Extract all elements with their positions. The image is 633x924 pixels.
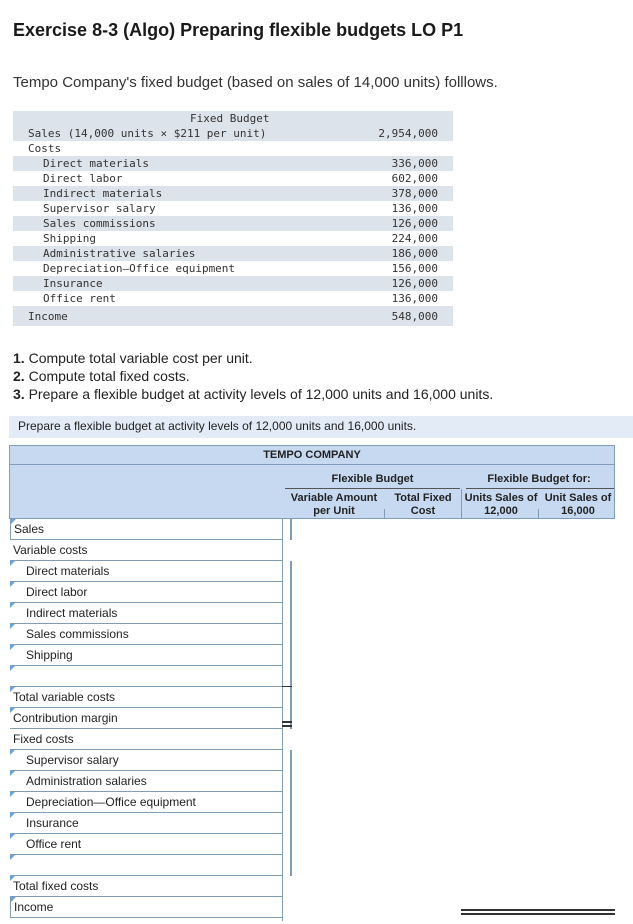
input-marker-icon [10,582,15,587]
input-marker-icon [10,708,15,713]
fixed-label: Direct labor [43,172,123,185]
fixed-value: 548,000 [391,310,438,323]
row-fixed-costs[interactable] [10,729,282,750]
fixed-row [13,276,453,291]
exercise-title: Exercise 8-3 (Algo) Preparing flexible budgets LO P1 [13,20,464,40]
row-label: Income [14,900,54,914]
fixed-label: Income [28,310,68,323]
row-total-fixed-costs[interactable] [10,876,282,897]
fixed-value: 136,000 [351,291,438,307]
row-office-rent[interactable] [10,834,282,855]
total-underline [282,686,292,687]
total-underline [282,721,292,723]
input-edge [290,519,292,540]
fixed-label: Depreciation—Office equipment [43,262,236,275]
fixed-value: 336,000 [391,157,438,170]
input-marker-icon [10,813,15,818]
question-list [13,349,493,403]
row-label: Direct labor [26,585,88,599]
row-label: Fixed costs [13,732,74,746]
fixed-value: 126,000 [391,277,438,290]
input-edge [290,561,292,687]
fixed-row [13,231,453,246]
total-underline [282,725,292,727]
row-label: Total variable costs [13,690,116,704]
question-item: 2. Compute total fixed costs. [13,368,190,384]
row-income[interactable] [10,897,282,918]
row-blank[interactable] [10,666,282,687]
row-label: Insurance [26,816,79,830]
fixed-label: Shipping [43,232,96,245]
fixed-row-costs [13,141,453,156]
fixed-row [13,246,453,261]
input-marker-icon [10,792,15,797]
input-marker-icon [10,624,15,629]
input-marker-icon [10,666,15,671]
column-headers [9,465,615,519]
fixed-value: 126,000 [391,217,438,230]
input-marker-icon [10,645,15,650]
row-administration-salaries[interactable] [10,771,282,792]
flexible-budget-worksheet [9,445,615,921]
fixed-row-income [13,306,453,326]
intro-text: Tempo Company's fixed budget (based on sales of 14,000 units) folllows. [13,74,498,91]
fixed-row [13,156,453,171]
fixed-budget-header-label: Fixed Budget [190,112,270,125]
input-marker-icon [10,561,15,566]
fixed-budget-table [13,111,453,326]
input-marker-icon [11,519,16,524]
row-label: Direct materials [26,564,110,578]
fixed-budget-header [13,111,453,126]
fixed-label: Administrative salaries [43,247,196,260]
input-marker-icon [10,771,15,776]
flex-budget-header: Flexible Budget [331,473,414,485]
instruction-banner: Prepare a flexible budget at activity levels of 12,000 units and 16,000 units. [9,416,633,438]
label-column-border [282,519,283,921]
income-double-underline [461,909,615,911]
company-name: TEMPO COMPANY [9,445,615,465]
divider [538,509,539,519]
row-label: Sales commissions [26,627,129,641]
fixed-row [13,291,453,306]
row-sales[interactable] [10,519,282,540]
row-contribution-margin[interactable] [10,708,282,729]
fixed-row [13,261,453,276]
row-variable-costs[interactable] [10,540,282,561]
fixed-value: 224,000 [391,232,438,245]
fixed-label: Sales commissions [43,217,156,230]
row-label: Variable costs [13,543,88,557]
total-fixed-header: Total Fixed Cost [394,492,452,517]
row-label: Depreciation—Office equipment [26,795,196,809]
fixed-label: Direct materials [43,157,149,170]
input-marker-icon [10,687,15,692]
variable-amount-header: Variable Amount per Unit [290,492,378,517]
flex-budget-for-header: Flexible Budget for: [487,473,591,485]
row-label: Supervisor salary [26,753,119,767]
fixed-label: Sales (14,000 units × $211 per unit) [28,127,267,140]
fixed-value: 2,954,000 [378,127,438,140]
fixed-label: Insurance [43,277,103,290]
row-label: Administration salaries [26,774,147,788]
fixed-row [13,201,453,216]
fixed-value: 186,000 [391,247,438,260]
fixed-row [13,171,453,186]
fixed-label: Supervisor salary [43,202,156,215]
row-label: Sales [14,522,45,536]
fixed-label: Office rent [43,292,116,305]
input-marker-icon [10,603,15,608]
fixed-label: Costs [28,142,62,155]
row-depreciation[interactable] [10,792,282,813]
row-insurance[interactable] [10,813,282,834]
row-sales-commissions[interactable] [10,624,282,645]
row-shipping[interactable] [10,645,282,666]
input-marker-icon [10,750,15,755]
row-indirect-materials[interactable] [10,603,282,624]
question-item: 1. Compute total variable cost per unit. [13,350,253,366]
row-label: Shipping [26,648,73,662]
input-marker-icon [10,876,15,881]
input-marker-icon [11,897,16,902]
row-label: Office rent [26,837,82,851]
divider [384,509,385,519]
row-label: Contribution margin [13,711,118,725]
question-item: 3. Prepare a flexible budget at activity levels of 12,000 units and 16,000 units. [13,386,494,402]
divider [466,488,614,489]
fixed-value: 602,000 [391,172,438,185]
row-label: Indirect materials [26,606,118,620]
fixed-value: 378,000 [391,187,438,200]
units-12000-header: Units Sales of 12,000 [464,492,538,517]
fixed-label: Indirect materials [43,187,163,200]
row-direct-labor[interactable] [10,582,282,603]
fixed-value: 136,000 [391,202,438,215]
row-direct-materials[interactable] [10,561,282,582]
row-label: Total fixed costs [13,879,99,893]
units-16000-header: Unit Sales of 16,000 [544,492,612,517]
fixed-value: 156,000 [391,262,438,275]
input-marker-icon [10,855,15,860]
divider [461,489,462,519]
input-edge [290,750,292,876]
income-double-underline [461,913,615,915]
fixed-row-sales [13,126,453,141]
row-blank[interactable] [10,855,282,876]
input-marker-icon [10,834,15,839]
fixed-row [13,216,453,231]
fixed-row [13,186,453,201]
row-total-variable-costs[interactable] [10,687,282,708]
row-supervisor-salary[interactable] [10,750,282,771]
divider [285,488,460,489]
